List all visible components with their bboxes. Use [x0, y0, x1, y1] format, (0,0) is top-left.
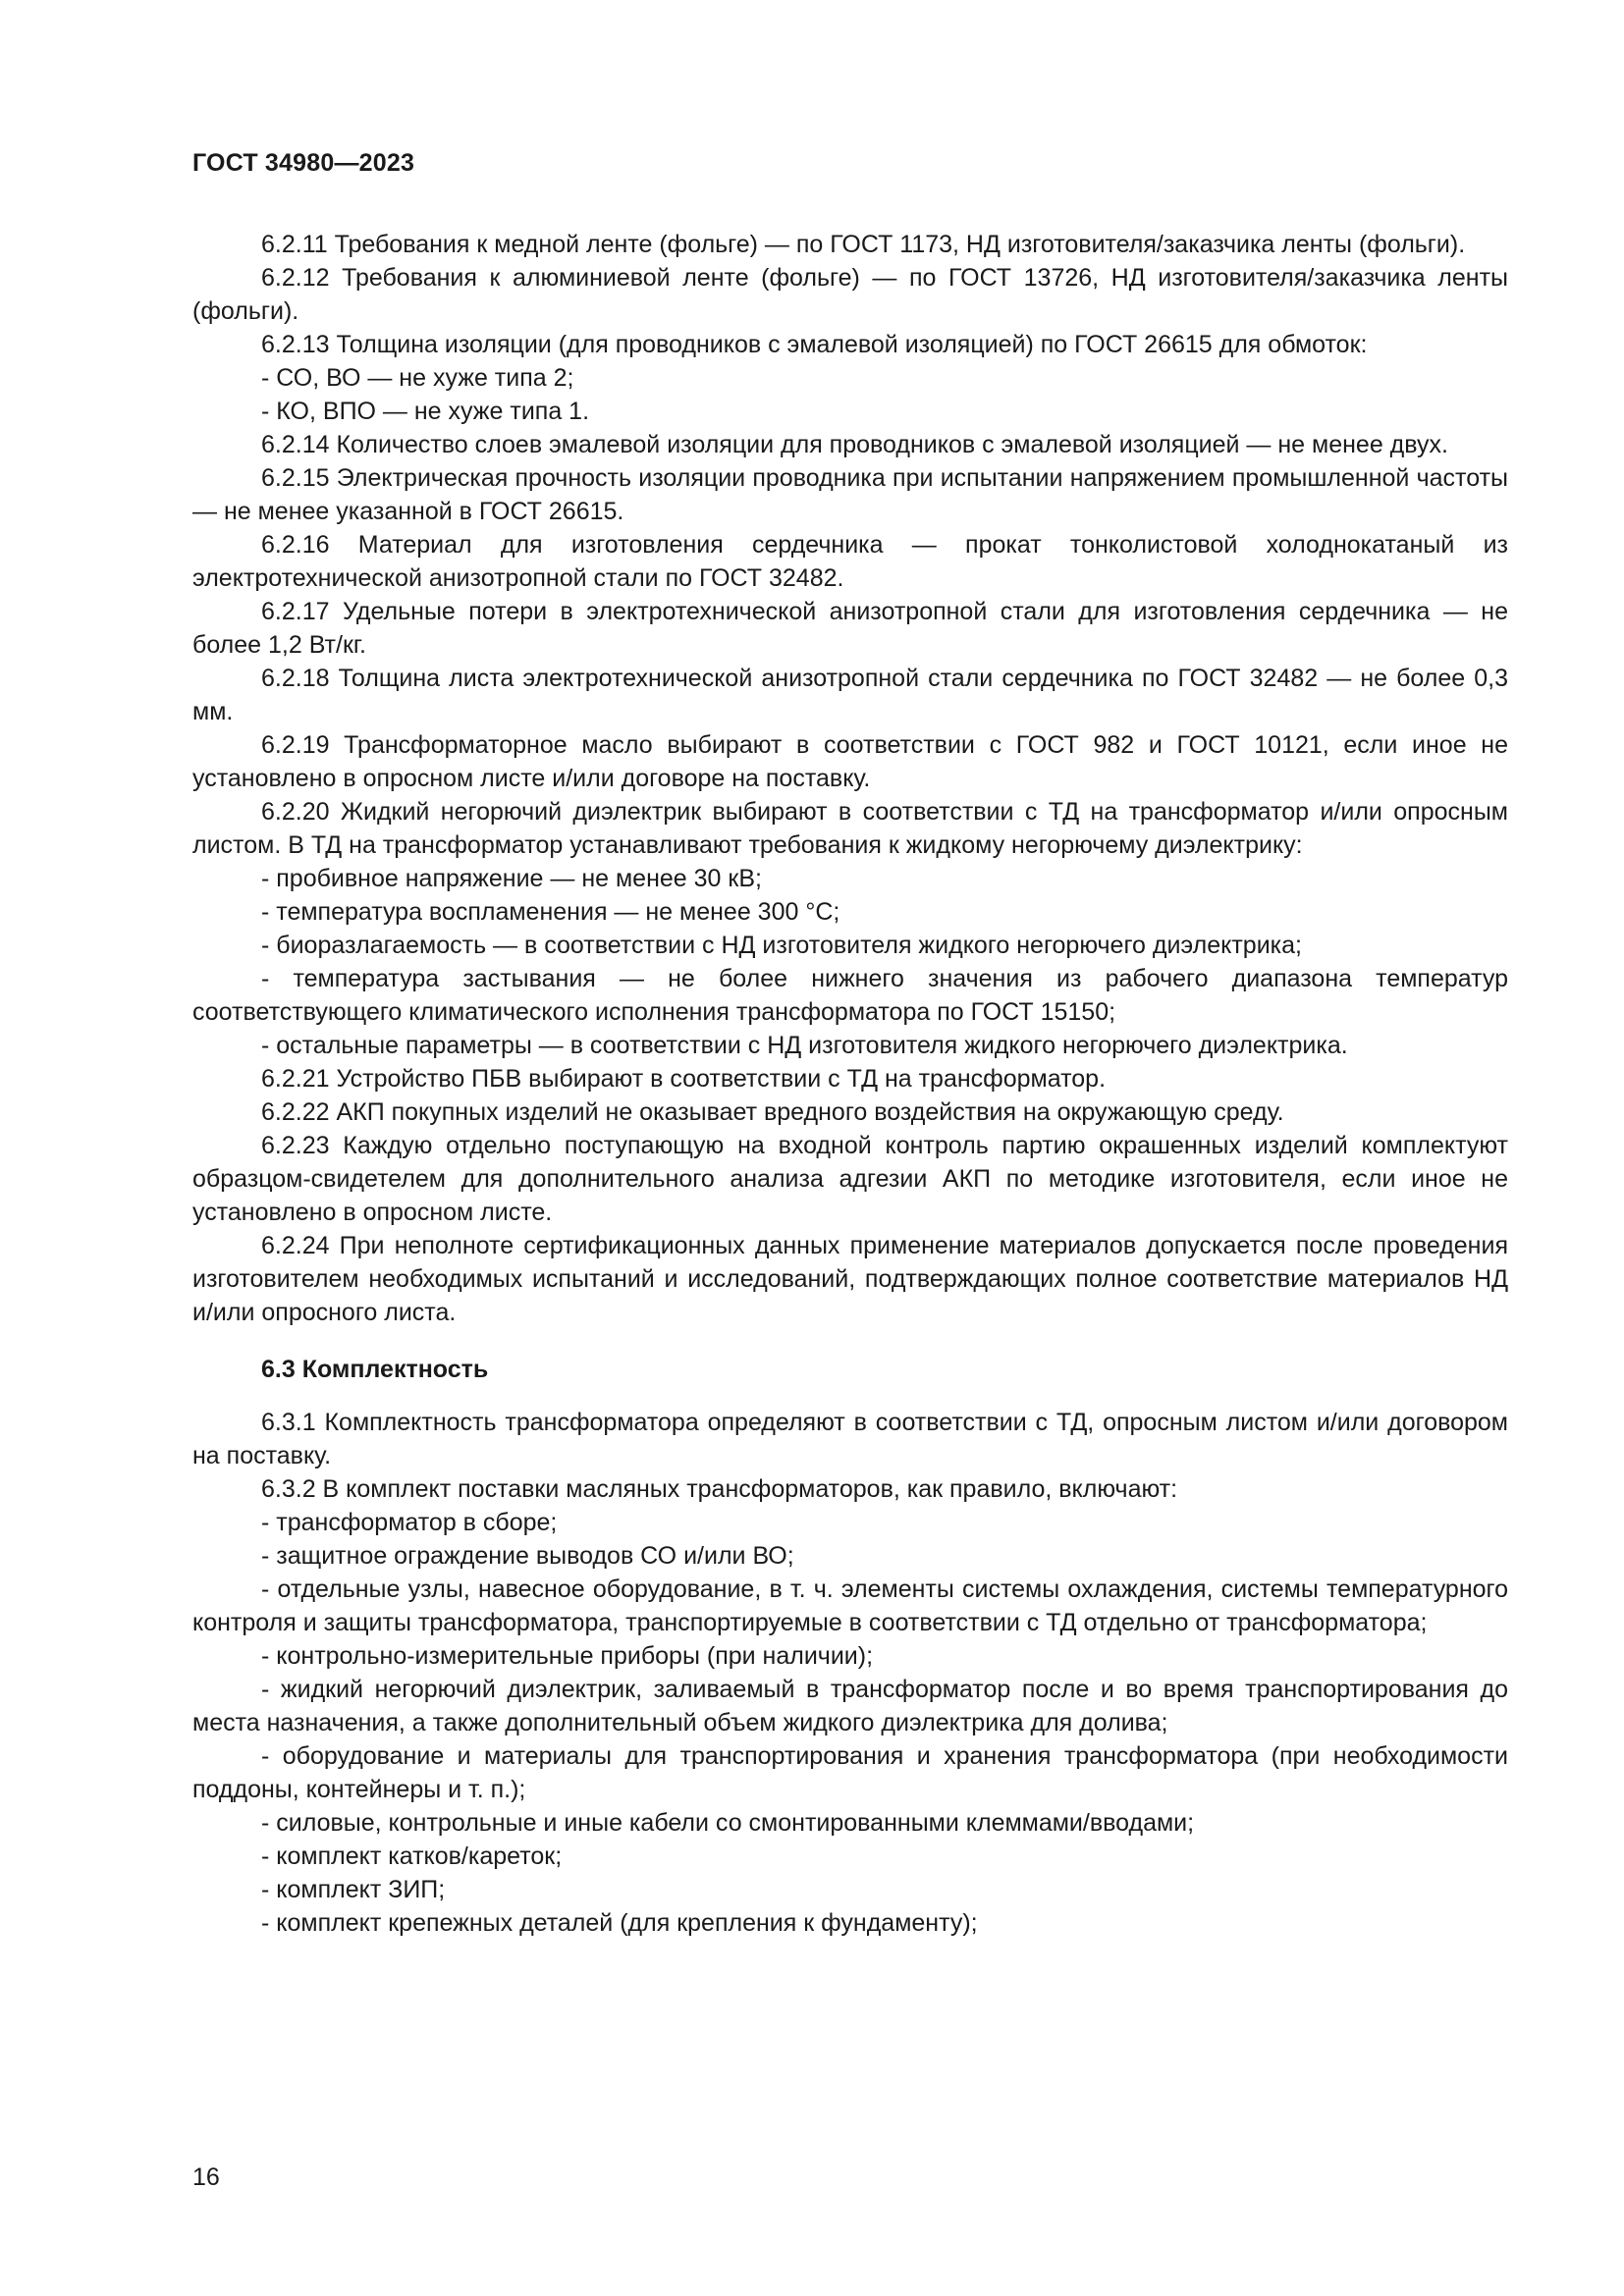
paragraph: 6.3.1 Комплектность трансформатора определяют в соответствии с ТД, опросным листом и/или договором на поставку.	[192, 1409, 1508, 1469]
list-item: - комплект крепежных деталей (для крепления к фундаменту);	[261, 1909, 978, 1937]
paragraph: 6.2.14 Количество слоев эмалевой изоляции для проводников с эмалевой изоляцией — не менее двух.	[261, 431, 1448, 458]
list-item: - отдельные узлы, навесное оборудование, в т. ч. элементы системы охлаждения, системы температурного контроля и защиты трансформатора, транспортируемые в соответствии с ТД отдельно от трансформатора;	[192, 1575, 1508, 1636]
list-item: - жидкий негорючий диэлектрик, заливаемый в трансформатор после и во время транспортирования до места назначения, а также дополнительный объем жидкого диэлектрика для долива;	[192, 1676, 1508, 1736]
list-item: - пробивное напряжение — не менее 30 кВ;	[261, 865, 762, 892]
list-item: - комплект ЗИП;	[261, 1876, 446, 1903]
list-item: - температура застывания — не более нижнего значения из рабочего диапазона температур соответствующего климатического исполнения трансформатора по ГОСТ 15150;	[192, 965, 1508, 1026]
paragraph: 6.2.22 АКП покупных изделий не оказывает вредного воздействия на окружающую среду.	[261, 1098, 1284, 1126]
list-item: - КО, ВПО — не хуже типа 1.	[261, 398, 590, 425]
paragraph: 6.2.17 Удельные потери в электротехнической анизотропной стали для изготовления сердечника — не более 1,2 Вт/кг.	[192, 598, 1508, 659]
paragraph: 6.2.11 Требования к медной ленте (фольге) — по ГОСТ 1173, НД изготовителя/заказчика ленты (фольги).	[261, 231, 1466, 258]
paragraph: 6.2.20 Жидкий негорючий диэлектрик выбирают в соответствии с ТД на трансформатор и/или опросным листом. В ТД на трансформатор устанавливают требования к жидкому негорючему диэлектрику:	[192, 798, 1508, 859]
list-item: - трансформатор в сборе;	[261, 1509, 558, 1536]
paragraph: 6.2.15 Электрическая прочность изоляции проводника при испытании напряжением промышленной частоты — не менее указанной в ГОСТ 26615.	[192, 464, 1508, 525]
list-item: - оборудование и материалы для транспортирования и хранения трансформатора (при необходимости поддоны, контейнеры и т. п.);	[192, 1742, 1508, 1803]
list-item: - биоразлагаемость — в соответствии с НД изготовителя жидкого негорючего диэлектрика;	[261, 932, 1302, 959]
list-item: - остальные параметры — в соответствии с НД изготовителя жидкого негорючего диэлектрика.	[261, 1032, 1348, 1059]
list-item: - температура воспламенения — не менее 300 °С;	[261, 898, 840, 926]
document-header: ГОСТ 34980—2023	[192, 149, 415, 177]
section-heading: 6.3 Комплектность	[261, 1356, 489, 1383]
list-item: - комплект катков/кареток;	[261, 1842, 563, 1870]
paragraph: 6.2.13 Толщина изоляции (для проводников с эмалевой изоляцией) по ГОСТ 26615 для обмоток:	[261, 331, 1368, 358]
paragraph: 6.2.18 Толщина листа электротехнической анизотропной стали сердечника по ГОСТ 32482 — не более 0,3 мм.	[192, 665, 1508, 725]
list-item: - контрольно-измерительные приборы (при наличии);	[261, 1642, 874, 1670]
document-body	[192, 228, 1508, 1940]
paragraph: 6.2.24 При неполноте сертификационных данных применение материалов допускается после проведения изготовителем необходимых испытаний и исследований, подтверждающих полное соответствие материалов НД и/или опросного листа.	[192, 1232, 1508, 1326]
page-number: 16	[192, 2163, 220, 2191]
paragraph: 6.3.2 В комплект поставки масляных трансформаторов, как правило, включают:	[261, 1475, 1178, 1503]
paragraph: 6.2.19 Трансформаторное масло выбирают в соответствии с ГОСТ 982 и ГОСТ 10121, если иное не установлено в опросном листе и/или договоре на поставку.	[192, 731, 1508, 792]
paragraph: 6.2.16 Материал для изготовления сердечника — прокат тонколистовой холоднокатаный из электротехнической анизотропной стали по ГОСТ 32482.	[192, 531, 1508, 592]
list-item: - защитное ограждение выводов СО и/или ВО;	[261, 1542, 794, 1570]
list-item: - силовые, контрольные и иные кабели со смонтированными клеммами/вводами;	[261, 1809, 1195, 1837]
paragraph: 6.2.12 Требования к алюминиевой ленте (фольге) — по ГОСТ 13726, НД изготовителя/заказчика ленты (фольги).	[192, 264, 1508, 325]
paragraph: 6.2.23 Каждую отдельно поступающую на входной контроль партию окрашенных изделий комплектуют образцом-свидетелем для дополнительного анализа адгезии АКП по методике изготовителя, если иное не установлено в опросном листе.	[192, 1132, 1508, 1226]
list-item: - СО, ВО — не хуже типа 2;	[261, 364, 574, 392]
paragraph: 6.2.21 Устройство ПБВ выбирают в соответствии с ТД на трансформатор.	[261, 1065, 1107, 1093]
